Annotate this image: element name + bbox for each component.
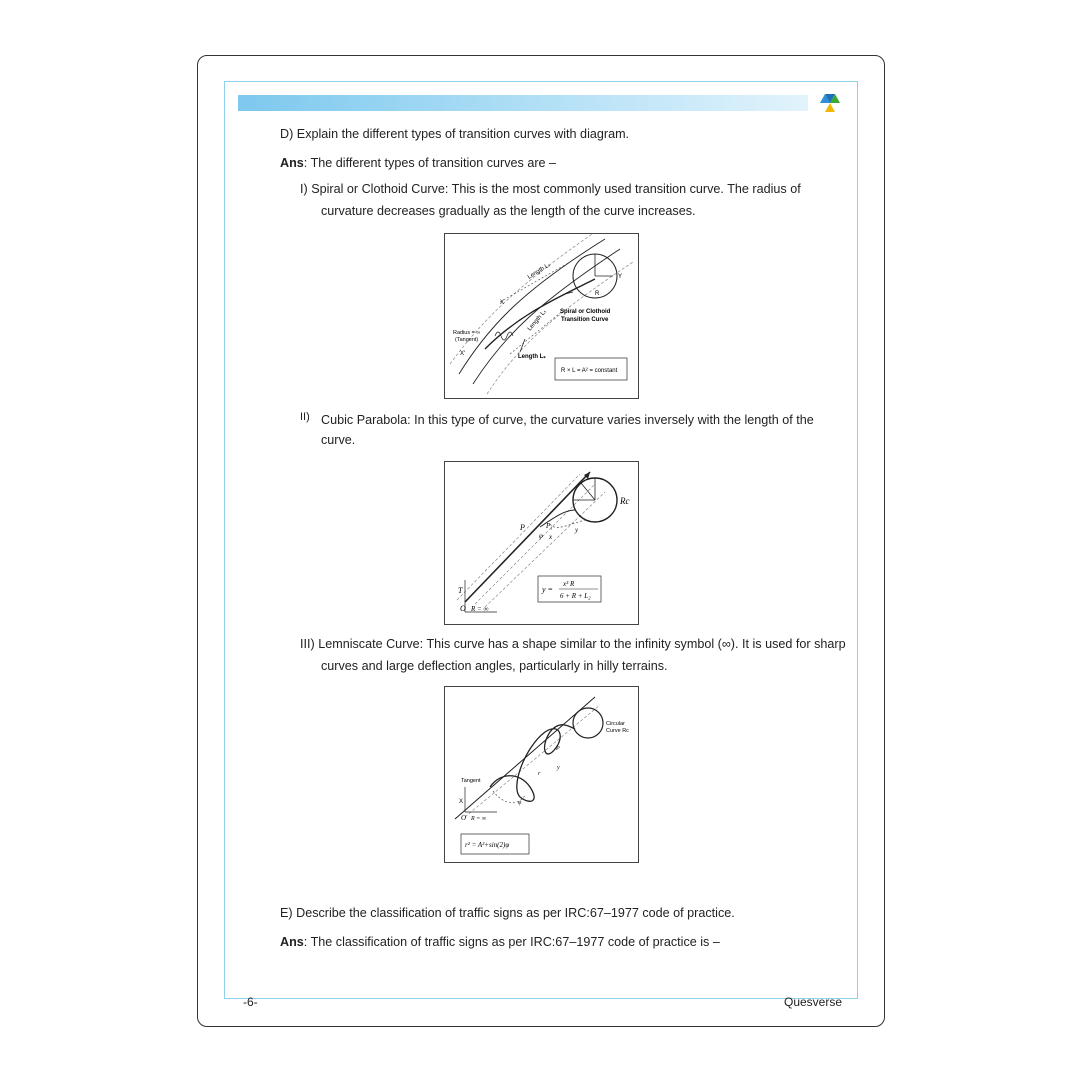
- answer-d: [280, 152, 556, 174]
- ans-e-label: Ans: [280, 935, 304, 949]
- formula-lhs: y =: [542, 585, 553, 594]
- lem-r-label: r: [538, 771, 541, 777]
- cubic-y-label: y: [575, 526, 579, 534]
- radius-label-1: Radius = ∞: [453, 330, 481, 336]
- item1-line1: I) Spiral or Clothoid Curve: This is the most commonly used transition curve. The radius of: [300, 182, 801, 196]
- question-d: D) Explain the different types of transition curves with diagram.: [280, 127, 630, 141]
- spiral-formula: R × L = A² = constant: [561, 368, 618, 374]
- lem-phi-label: φ: [518, 800, 522, 806]
- header-bar: [238, 95, 808, 111]
- figure-cubic-parabola: [444, 461, 639, 625]
- item2-line2: curve.: [321, 433, 356, 447]
- brand-logo: [818, 92, 842, 114]
- ans-text: : The different types of transition curves are –: [303, 156, 557, 170]
- p-label: P: [520, 523, 525, 532]
- circular-label-1: Circular: [606, 721, 625, 727]
- cubic-x-label: x: [549, 533, 553, 541]
- r-inf-label: R = ∞: [471, 605, 489, 613]
- phi-label: φ: [539, 532, 543, 540]
- answer-e: [280, 931, 720, 953]
- formula-num: x³ R: [563, 580, 575, 588]
- rc-label: Rc: [620, 496, 630, 506]
- lem-origin-label: O: [461, 814, 467, 822]
- item1-line2: curvature decreases gradually as the length of the curve increases.: [321, 204, 696, 218]
- r-label: R: [595, 291, 600, 297]
- circular-label-2: Curve Rc: [606, 728, 629, 734]
- lem-y-label: y: [557, 765, 560, 771]
- curve-label-2: Transition Curve: [561, 317, 609, 323]
- tangent-label: Tangent: [461, 778, 481, 784]
- figure-lemniscate: [444, 686, 639, 863]
- t-label: T: [458, 586, 463, 595]
- length-bottom-label: Length Lₛ: [518, 354, 546, 360]
- item2-line1: Cubic Parabola: In this type of curve, the curvature varies inversely with the length of the: [321, 413, 814, 427]
- lem-formula: r² = A²+sin(2)φ: [465, 841, 510, 849]
- y-label: Y: [618, 274, 623, 280]
- item3-line2: curves and large deflection angles, particularly in hilly terrains.: [321, 659, 668, 673]
- lem-p-label: P: [556, 746, 560, 752]
- radius-label-2: (Tangent): [455, 337, 479, 343]
- lem-x-label: X: [459, 799, 464, 805]
- footer-brand: Quesverse: [784, 995, 843, 1009]
- curve-label-1: Spiral or Clothoid: [560, 309, 611, 315]
- p1-label: P₁: [546, 522, 553, 530]
- figure-spiral: [444, 233, 639, 399]
- formula-den: 6 + R + L₂: [560, 592, 591, 600]
- x-prime-label: X': [460, 351, 466, 357]
- item3-line1: III) Lemniscate Curve: This curve has a shape similar to the infinity symbol (∞). It is used for sharp: [300, 637, 846, 651]
- origin-label: O: [460, 604, 466, 613]
- question-e: E) Describe the classification of traffic signs as per IRC:67–1977 code of practice.: [280, 906, 735, 920]
- length-top-label: Length Lₛ: [526, 262, 552, 281]
- x-label: X: [500, 300, 505, 306]
- page-number: -6-: [243, 995, 258, 1009]
- item2-marker: II): [300, 411, 310, 423]
- ans-label: Ans: [280, 156, 304, 170]
- length-mid-label: Length Lₛ: [526, 308, 548, 333]
- ans-e-text: : The classification of traffic signs as per IRC:67–1977 code of practice is –: [303, 935, 720, 949]
- lem-r-inf-label: R = ∞: [471, 816, 486, 822]
